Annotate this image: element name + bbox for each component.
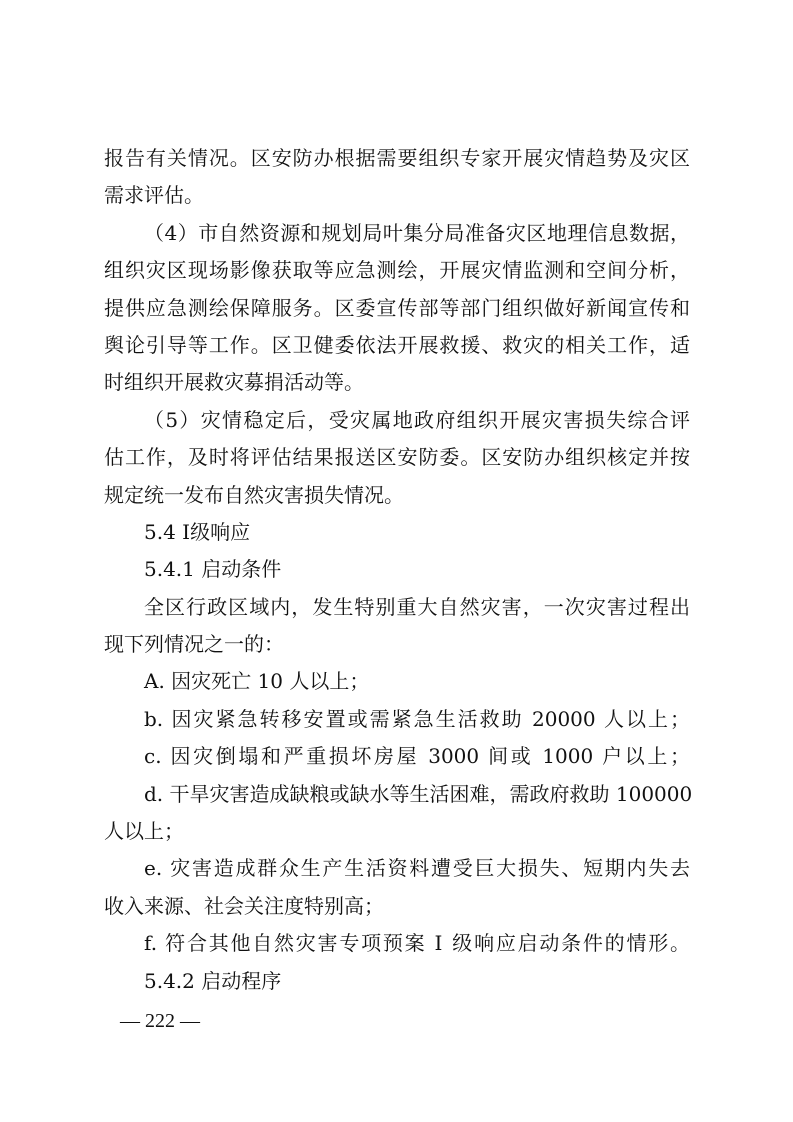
text-line: 规定统一发布自然灾害损失情况。 [104, 482, 404, 507]
text-line: 报告有关情况。区安防办根据需要组织专家开展灾情趋势及灾区 [104, 146, 690, 170]
text-line: 现下列情况之一的： [104, 632, 284, 657]
list-item: c. 因灾倒塌和严重损坏房屋 3000 间或 1000 户以上； [144, 744, 690, 769]
body-text [104, 140, 693, 1000]
list-item: b. 因灾紧急转移安置或需紧急生活救助 20000 人以上； [144, 706, 690, 731]
text-line: 舆论引导等工作。区卫健委依法开展救援、救灾的相关工作，适 [104, 332, 690, 357]
list-item: A. 因灾死亡 10 人以上； [144, 669, 370, 694]
list-item: f. 符合其他自然灾害专项预案 Ⅰ 级响应启动条件的情形。 [144, 931, 690, 956]
text-line: 全区行政区域内，发生特别重大自然灾害，一次灾害过程出 [144, 594, 690, 619]
text-line: 估工作，及时将评估结果报送区安防委。区安防办组织核定并按 [104, 445, 690, 470]
page-number: — 222 — [120, 1010, 200, 1032]
text-line: 需求评估。 [104, 183, 204, 208]
subsection-heading: 5.4.2 启动程序 [144, 968, 282, 993]
text-line: 组织灾区现场影像获取等应急测绘，开展灾情监测和空间分析， [104, 258, 690, 283]
text-line: 人以上； [104, 819, 184, 844]
subsection-heading: 5.4.1 启动条件 [144, 557, 282, 582]
section-heading: 5.4 Ⅰ级响应 [144, 519, 251, 544]
text-line: 收入来源、社会关注度特别高； [104, 893, 384, 918]
text-line: （5）灾情稳定后，受灾属地政府组织开展灾害损失综合评 [144, 407, 690, 432]
text-line: 提供应急测绘保障服务。区委宣传部等部门组织做好新闻宣传和 [104, 295, 690, 320]
list-item: e. 灾害造成群众生产生活资料遭受巨大损失、短期内失去 [144, 856, 690, 881]
text-line: 时组织开展救灾募捐活动等。 [104, 370, 364, 395]
text-line: （4）市自然资源和规划局叶集分局准备灾区地理信息数据， [144, 220, 690, 245]
list-item: d. 干旱灾害造成缺粮或缺水等生活困难，需政府救助 100000 [144, 781, 693, 806]
